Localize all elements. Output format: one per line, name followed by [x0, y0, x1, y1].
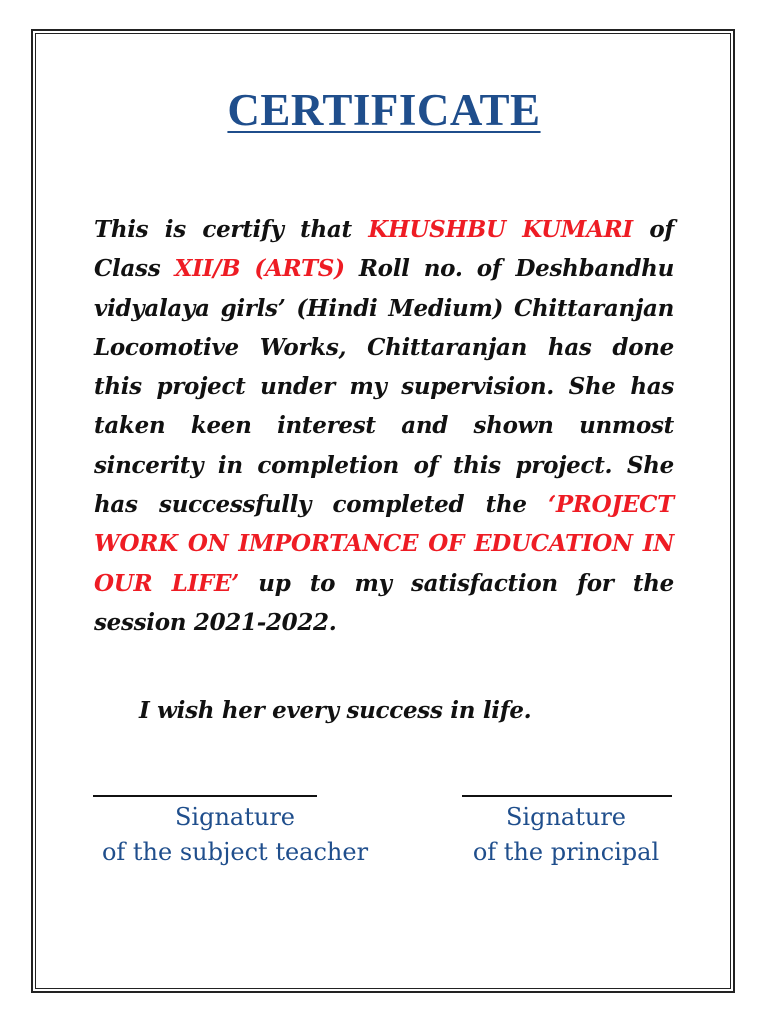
teacher-signature-block [80, 800, 390, 870]
teacher-signature-label: Signature [174, 803, 296, 831]
body-text-part-4: up to my satisfaction for the session 2021-2022. [94, 569, 675, 636]
wish-text: I wish her every success in life. [139, 697, 532, 724]
certificate-title [0, 84, 768, 136]
certificate-title-text: CERTIFICATE [227, 85, 541, 135]
certificate-body [94, 210, 674, 642]
body-text-part-3: Roll no. of Deshbandhu vidyalaya girls’ (Hindi Medium) Chittaranjan Locomotive Works, Chittaranjan has done this project under my supervision. She has taken keen interest and shown unmost sincerity in completion of this project. She has successfully completed the [94, 255, 675, 519]
principal-signature-label: Signature [505, 803, 627, 831]
body-text-part-1: This is certify that [94, 216, 369, 243]
principal-signature-role: of the principal [472, 838, 660, 866]
teacher-signature-role: of the subject teacher [101, 838, 369, 866]
principal-signature-line [462, 795, 672, 797]
teacher-signature-line [93, 795, 317, 797]
body-text-part-2: of Class [94, 216, 675, 283]
student-name: KHUSHBU KUMARI [368, 216, 633, 243]
project-title: ‘PROJECT WORK ON IMPORTANCE OF EDUCATION IN OUR LIFE’ [94, 491, 674, 597]
principal-signature-block [446, 800, 686, 870]
class-name: XII/B (ARTS) [174, 255, 345, 283]
